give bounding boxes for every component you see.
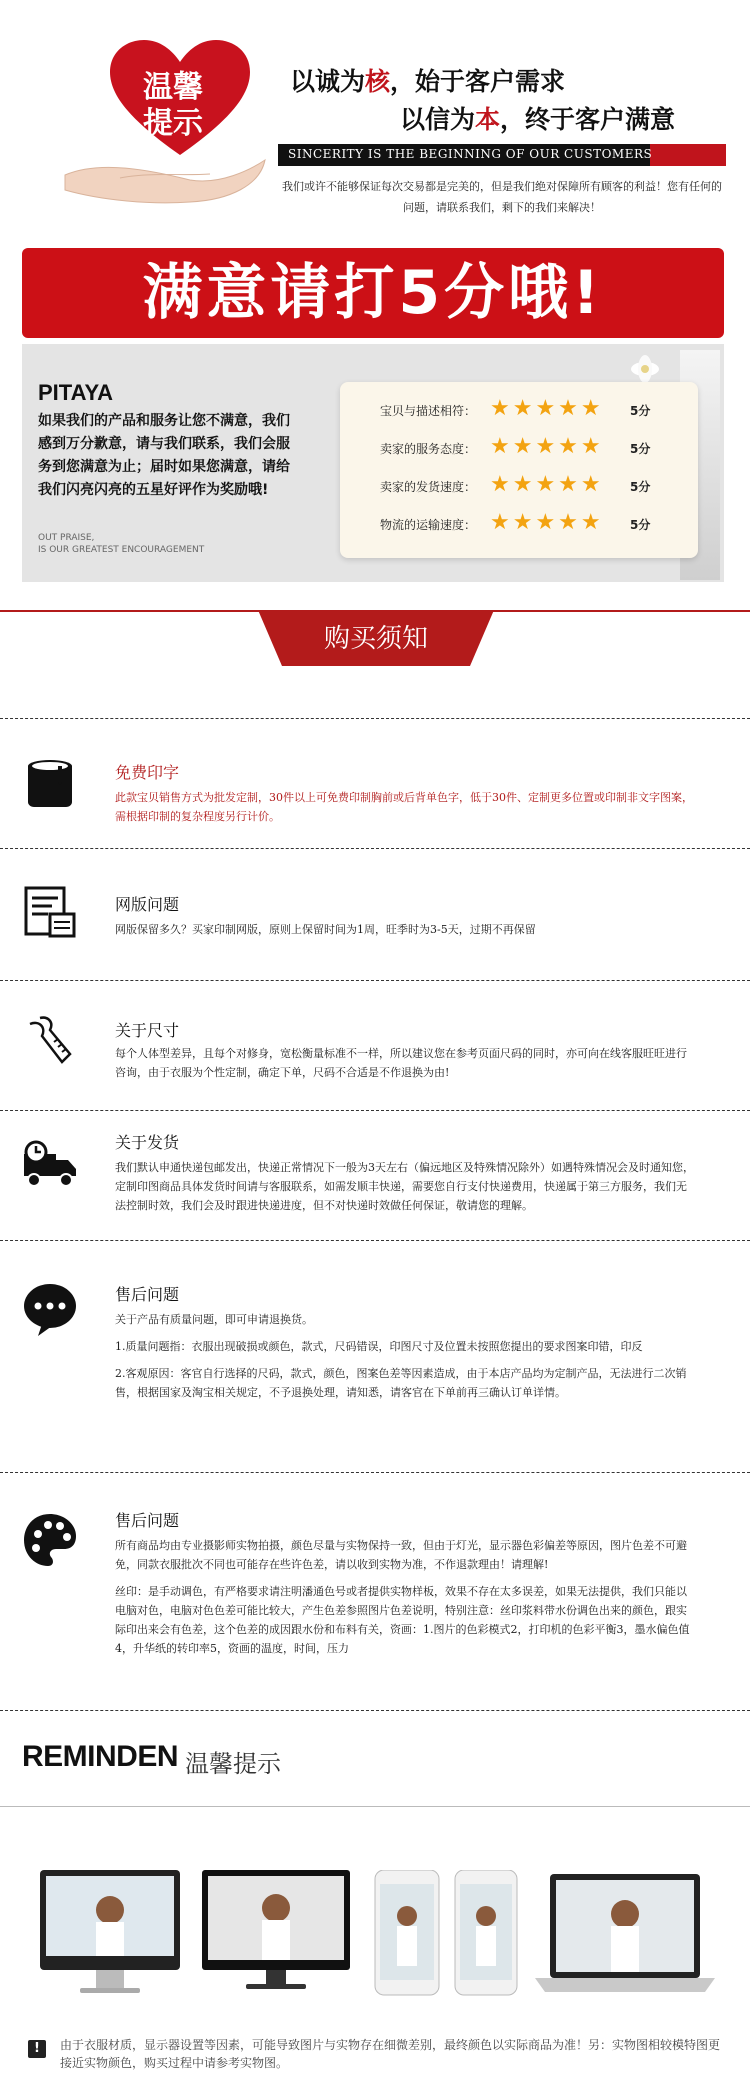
section-body [115, 1536, 695, 1666]
rating-row [340, 508, 698, 540]
monitor-icon [202, 1870, 350, 1989]
reminder-divider [0, 1806, 750, 1807]
paint-bucket-icon [22, 752, 78, 808]
phone-icon [455, 1870, 517, 1995]
measuring-tape-icon [22, 1014, 78, 1070]
rating-label: 物流的运输速度： [380, 518, 477, 532]
devices-illustration [0, 1870, 750, 2020]
reminder-title: REMINDEN [22, 1740, 179, 1773]
section-body: 每个人体型差异，且每个对修身，宽松衡量标准不一样，所以建议您在参考页面尺码的同时，亦可向在线客服旺旺进行咨询，由于衣服为个性定制，确定下单，尺码不合适是不作退换为由! [115, 1047, 687, 1079]
imac-icon [40, 1870, 180, 1993]
section-divider [0, 1472, 750, 1473]
section-divider [0, 718, 750, 719]
section-title: 免费印字 [115, 763, 180, 782]
section-body: 网版保留多久？买家印制网版，原则上保留时间为1周，旺季时为3-5天，过期不再保留 [115, 923, 536, 936]
palette-icon [22, 1512, 78, 1568]
reminder-subtitle: 温馨提示 [185, 1750, 281, 1778]
reminder-note: 由于衣服材质，显示器设置等因素，可能导致图片与实物存在细微差别，最终颜色以实际商品为准！另：实物图相较模特图更接近实物颜色，购买过程中请参考实物图。 [60, 2038, 721, 2070]
rating-score: 5分 [630, 518, 651, 532]
section-title: 售后问题 [115, 1511, 180, 1530]
brand-description: 如果我们的产品和服务让您不满意，我们感到万分歉意，请与我们联系，我们会服务到您满意为止；届时如果您满意，请给我们闪亮闪亮的五星好评作为奖励哦! [38, 413, 290, 498]
rating-card [340, 382, 698, 558]
star-icon: ★★★★★ [490, 396, 604, 421]
hero-banner [0, 0, 750, 235]
star-icon: ★★★★★ [490, 510, 604, 535]
rating-score: 5分 [630, 480, 651, 494]
brand-name: PITAYA [38, 380, 114, 405]
rating-row [340, 394, 698, 426]
section-paragraph: 所有商品均由专业摄影师实物拍摄，颜色尽量与实物保持一致，但由于灯光，显示器色彩偏差等原因，图片色差不可避免，同款衣服批次不同也可能存在些许色差，请以收到实物为准，不作退款理由！请理解! [115, 1539, 687, 1571]
delivery-truck-icon [22, 1136, 78, 1192]
section-title: 关于尺寸 [115, 1021, 180, 1040]
notice-header: 购买须知 [323, 624, 428, 654]
star-icon: ★★★★★ [490, 434, 604, 459]
section-divider [0, 848, 750, 849]
section-title: 售后问题 [115, 1285, 180, 1304]
rating-label: 卖家的服务态度： [380, 442, 477, 456]
section-divider [0, 1110, 750, 1111]
rating-label: 卖家的发货速度： [380, 480, 477, 494]
rating-label: 宝贝与描述相符： [380, 404, 477, 418]
warning-icon: ! [28, 2040, 46, 2058]
section-paragraph: 1.质量问题指：衣服出现破损或颜色，款式，尺码错误，印图尺寸及位置未按照您提出的要求图案印错，印反 [115, 1340, 643, 1353]
section-paragraph: 丝印：是手动调色，有严格要求请注明潘通色号或者提供实物样板，效果不存在太多误差，如果无法提供，我们只能以电脑对色，电脑对色色差可能比较大，产生色差参照图片色差说明，特别注意：丝印浆料带水份调色出来的颜色，跟实际印出来会有色差，这个色差的成因跟水份和布料有关，资画：1.图片的色彩模式2，打印机的色彩平衡3，墨水偏色值4，升华纸的转印率5，资画的温度，时间，压力 [115, 1585, 690, 1655]
section-divider [0, 1710, 750, 1711]
slogan-line-2: 以信为本，终于客户满意 [400, 105, 676, 134]
rating-score: 5分 [630, 442, 651, 456]
section-body: 此款宝贝销售方式为批发定制，30件以上可免费印制胸前或后背单色字，低于30件、定制更多位置或印制非文字图案，需根据印制的复杂程度另行计价。 [115, 791, 693, 823]
heart-text: 温馨 提示 [143, 70, 203, 141]
praise-text: OUT PRAISE, IS OUR GREATEST ENCOURAGEMENT [38, 533, 205, 555]
hero-description: 我们或许不能够保证每次交易都是完美的，但是我们绝对保障所有顾客的利益！您有任何的问题，请联系我们，剩下的我们来解决！ [282, 180, 722, 214]
chat-bubble-icon [22, 1282, 78, 1338]
star-icon: ★★★★★ [490, 472, 604, 497]
section-paragraph: 2.客观原因：客官自行选择的尺码，款式，颜色，图案色差等因素造成，由于本店产品均为定制产品，无法进行二次销售，根据国家及淘宝相关规定，不予退换处理，请知悉，请客官在下单前再三确认订单详情。 [115, 1367, 687, 1399]
rating-title: 满意请打5分哦! [22, 248, 724, 338]
sincerity-bar-accent [650, 144, 726, 166]
document-icon [22, 884, 78, 940]
laptop-icon [535, 1874, 715, 1992]
section-divider [0, 980, 750, 981]
phone-icon [375, 1870, 439, 1995]
rating-row [340, 470, 698, 502]
section-body [115, 1310, 695, 1410]
section-body: 我们默认申通快递包邮发出，快递正常情况下一般为3天左右（偏远地区及特殊情况除外）如遇特殊情况会及时通知您，定制印图商品具体发货时间请与客服联系，如需发顺丰快递，需要您自行支付快递费用，快递属于第三方服务，我们无法控制时效，我们会及时跟进快递进度，但不对快递时效做任何保证，敬请您的理解。 [115, 1161, 694, 1212]
hand-icon [60, 140, 270, 210]
section-divider [0, 1240, 750, 1241]
slogan-line-1: 以诚为核，始于客户需求 [290, 67, 566, 96]
section-title: 关于发货 [115, 1133, 180, 1152]
section-title: 网版问题 [115, 895, 180, 914]
rating-row [340, 432, 698, 464]
rating-score: 5分 [630, 404, 651, 418]
section-paragraph: 关于产品有质量问题，即可申请退换货。 [115, 1313, 313, 1326]
sincerity-text: SINCERITY IS THE BEGINNING OF OUR CUSTOMERS [288, 147, 653, 161]
